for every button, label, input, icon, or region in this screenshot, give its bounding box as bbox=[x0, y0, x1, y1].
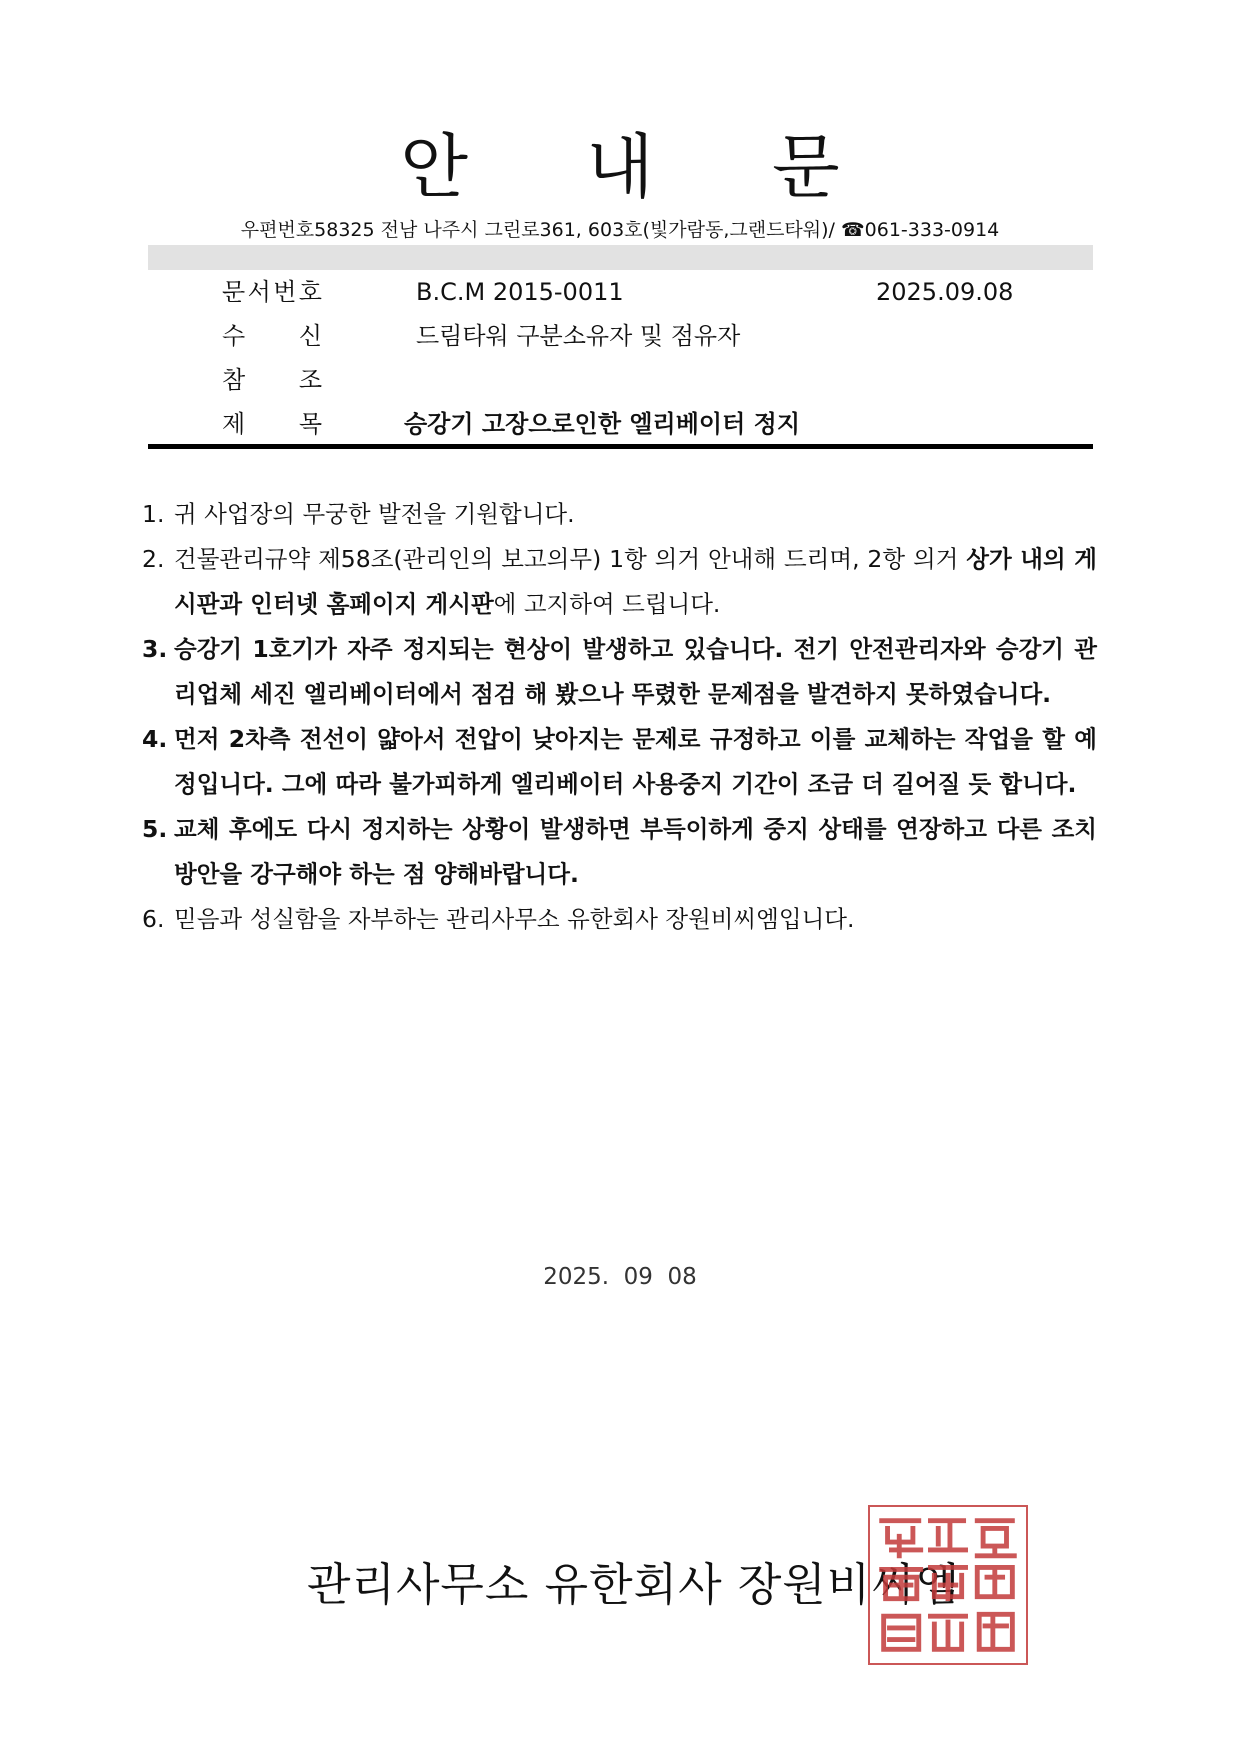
doc-no-value: B.C.M 2015-0011 bbox=[416, 278, 624, 306]
seal-icon bbox=[870, 1507, 1026, 1663]
footer-date: 2025. 09 08 bbox=[543, 1264, 697, 1290]
item-text: 교체 후에도 다시 정지하는 상황이 발생하면 부득이하게 중지 상태를 연장하고 다른 조치방안을 강구해야 하는 점 양해바랍니다. bbox=[174, 815, 1097, 888]
office-address: 우편번호58325 전남 나주시 그린로361, 603호(빛가람동,그랜드타워)/ ☎061-333-0914 bbox=[240, 219, 1000, 241]
meta-row-reference bbox=[0, 358, 1240, 402]
recipient-value: 드림타워 구분소유자 및 점유자 bbox=[416, 322, 741, 350]
item-text: 승강기 1호기가 자주 정지되는 현상이 발생하고 있습니다. 전기 안전관리자와 승강기 관리업체 세진 엘리베이터에서 점검 해 봤으나 뚜렸한 문제점을 발견하지 못하였습니다. bbox=[174, 635, 1097, 708]
item-text: 건물관리규약 제58조(관리인의 보고의무) 1항 의거 안내해 드리며, 2항 의거 bbox=[174, 545, 967, 573]
header-divider bbox=[148, 444, 1093, 449]
item-number: 2. bbox=[142, 545, 165, 573]
item-text: 먼저 2차측 전선이 얇아서 전압이 낮아지는 문제로 규정하고 이를 교체하는 작업을 할 예정입니다. 그에 따라 불가피하게 엘리베이터 사용중지 기간이 조금 더 길어질 듯 합니다. bbox=[174, 725, 1097, 798]
doc-date: 2025.09.08 bbox=[876, 278, 1014, 306]
notice-body bbox=[142, 492, 1097, 942]
signature-line: 관리사무소 유한회사 장원비씨엠 bbox=[307, 1558, 961, 1611]
subject-value: 승강기 고장으로인한 엘리베이터 정지 bbox=[404, 410, 801, 438]
item-number: 3. bbox=[142, 635, 168, 663]
item-text: 귀 사업장의 무궁한 발전을 기원합니다. bbox=[174, 500, 575, 528]
item-text: 믿음과 성실함을 자부하는 관리사무소 유한회사 장원비씨엠입니다. bbox=[174, 905, 855, 933]
company-seal bbox=[868, 1505, 1028, 1665]
item-number: 5. bbox=[142, 815, 168, 843]
meta-row-doc-no bbox=[0, 270, 1240, 314]
reference-label: 참 조 bbox=[222, 366, 322, 394]
item-text: 에 고지하여 드립니다. bbox=[493, 590, 721, 618]
meta-row-subject bbox=[0, 402, 1240, 446]
doc-no-label: 문 서 번 호 bbox=[222, 278, 322, 306]
item-number: 4. bbox=[142, 725, 168, 753]
list-item bbox=[142, 537, 1097, 627]
list-item bbox=[142, 807, 1097, 897]
item-number: 6. bbox=[142, 905, 165, 933]
meta-row-recipient bbox=[0, 314, 1240, 358]
subject-label: 제 목 bbox=[222, 410, 322, 438]
list-item bbox=[142, 627, 1097, 717]
header-band bbox=[148, 245, 1093, 270]
list-item bbox=[142, 717, 1097, 807]
list-item bbox=[142, 492, 1097, 537]
document-title: 안 내 문 bbox=[400, 126, 888, 208]
item-number: 1. bbox=[142, 500, 165, 528]
recipient-label: 수 신 bbox=[222, 322, 322, 350]
list-item bbox=[142, 897, 1097, 942]
item-text-emphasis: 상가 내의 게시판과 인터넷 홈페이지 게시판 bbox=[174, 545, 1097, 618]
